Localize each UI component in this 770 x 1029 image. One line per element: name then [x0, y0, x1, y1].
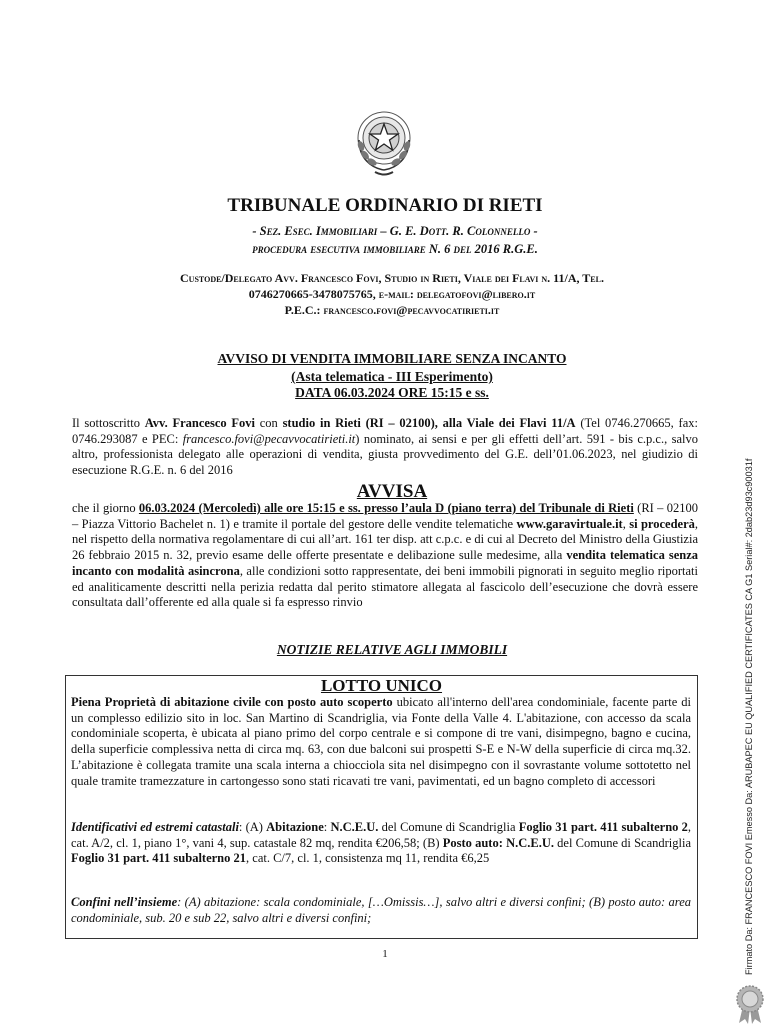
- notice-title: AVVISO DI VENDITA IMMOBILIARE SENZA INCANTO: [217, 351, 567, 366]
- republic-emblem-icon: [345, 100, 423, 180]
- avvisa-paragraph: che il giorno 06.03.2024 (Mercoledì) alle ore 15:15 e ss. presso l’aula D (piano terra) del Tribunale di Rieti (RI – 02100 – Piazza Vittorio Bachelet n. 1) e tramite il portale del gestore delle vendite telematiche www.garavirtuale.it, si procederà, nel rispetto della normativa regolamentare di cui all’art. 161 ter disp. att c.p.c. e di cui al Decreto del Ministro della Giustizia 26 febbraio 2015 n. 32, previo esame delle offerte presentate e delibazione sulle medesime, alla vendita telematica senza incanto con modalità asincrona, alle condizioni sotto rappresentate, dei beni immobili pignorati in seguito meglio riportati ed analiticamente descritti nella perizia redatta dal perito stimatore allegata al fascicolo dell’esecuzione che dovrà essere consultata dall’offerente ed alla quale si fa espresso rinvio: [72, 501, 699, 610]
- court-title: TRIBUNALE ORDINARIO DI RIETI: [227, 195, 543, 216]
- page-number: 1: [382, 948, 388, 960]
- lot-title: LOTTO UNICO: [320, 676, 443, 695]
- lot-description: Piena Proprietà di abitazione civile con posto auto scoperto ubicato all'interno dell'area condominiale, facente parte di un complesso edilizio sito in loc. San Martino di Scandriglia, via Fonte della Valle 4. L'abitazione, con accesso da scala condominiale scoperta, è ubicata al piano primo del corpo centrale e si compone di tre vani, disimpegno, bagno e cucina, della superficie complessiva netta di circa mq. 63, con due balconi sui prospetti S-E e N-W della superficie di circa mq.32. L’abitazione è collegata tramite una scala interna a chiocciola sita nel disimpegno con il sovrastante volume sottotetto nel quale tramite tramezzature in cartongesso sono stati ricavati tre vani, pavimentati, ed un bagno completo di accessori: [71, 695, 691, 788]
- certification-seal-icon: [733, 984, 767, 1024]
- lot-boundaries: Confini nell’insieme: (A) abitazione: scala condominiale, […Omissis…], salvo altri e diversi confini; (B) posto auto: area condominiale, sub. 20 e sub 22, salvo altri e diversi confini;: [71, 895, 691, 925]
- section-heading: NOTIZIE RELATIVE AGLI IMMOBILI: [276, 642, 508, 657]
- avvisa-heading: AVVISA: [356, 481, 428, 502]
- notice-date: DATA 06.03.2024 ORE 15:15 e ss.: [295, 385, 489, 400]
- notice-subtitle: (Asta telematica - III Esperimento): [291, 369, 493, 384]
- custodian-line-3: P.E.C.: francesco.fovi@pecavvocatirieti.it: [284, 303, 500, 317]
- custodian-line-1: Custode/Delegato Avv. Francesco Fovi, Studio in Rieti, Viale dei Flavi n. 11/A, Tel.: [180, 271, 604, 285]
- custodian-line-2: 0746270665-3478075765, e-mail: delegatofovi@libero.it: [248, 287, 536, 301]
- lot-cadastral: Identificativi ed estremi catastali: (A) Abitazione: N.C.E.U. del Comune di Scandriglia Foglio 31 part. 411 subalterno 2, cat. A/2, cl. 1, piano 1°, vani 4, sup. catastale 82 mq, rendita €206,58; (B) Posto auto: N.C.E.U. del Comune di Scandriglia Foglio 31 part. 411 subalterno 21, cat. C/7, cl. 1, consistenza mq 11, rendita €6,25: [71, 820, 692, 866]
- intro-paragraph: Il sottoscritto Avv. Francesco Fovi con studio in Rieti (RI – 02100), alla Viale dei Flavi 11/A (Tel 0746.270665, fax: 0746.293087 e PEC: francesco.fovi@pecavvocatirieti.it) nominato, ai sensi e per gli effetti dell’art. 591 - bis c.p.c., salvo altro, professionista delegato alle operazioni di vendita, giusta provvedimento del G.E. dell’01.06.2023, nel giudizio di esecuzione R.G.E. n. 6 del 2016: [72, 416, 698, 478]
- procedure-line: procedura esecutiva immobiliare N. 6 del 2016 R.G.E.: [252, 242, 538, 256]
- court-section-line: - Sez. Esec. Immobiliari – G. E. Dott. R. Colonnello -: [252, 224, 538, 238]
